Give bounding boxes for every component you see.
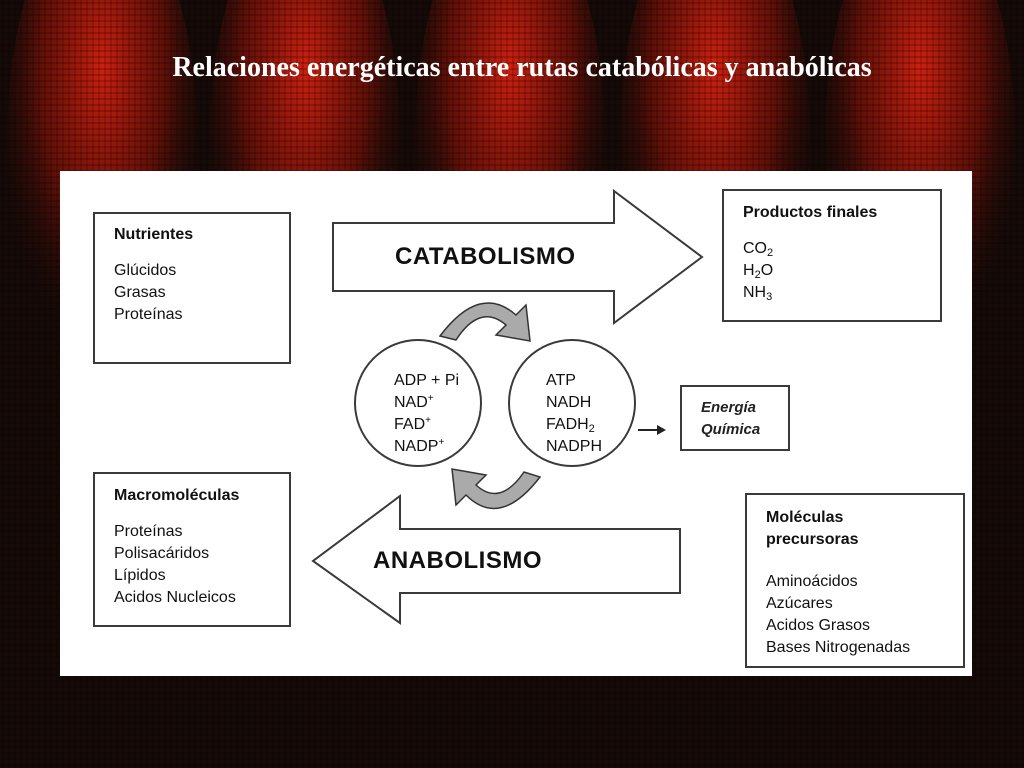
nutrients-list	[114, 260, 289, 326]
list-item: ATP	[546, 372, 576, 389]
list-item: NADP+	[394, 437, 445, 455]
list-item: Lípidos	[114, 567, 166, 584]
list-item: $NH_3$	[743, 284, 773, 303]
anabolism-label: ANABOLISMO	[373, 547, 542, 574]
final-products-box	[722, 189, 942, 322]
low-energy-list	[394, 370, 459, 458]
energy-label: Energía Química	[701, 399, 761, 438]
list-item: NADPH	[546, 438, 603, 455]
energy-arrow-head	[657, 425, 666, 435]
final-products-list	[743, 238, 940, 304]
slide-title: Relaciones energéticas entre rutas catabólicas y anabólicas	[172, 52, 872, 83]
list-item: Acidos Grasos	[766, 617, 871, 634]
precursors-title: Moléculas precursoras	[766, 509, 859, 548]
list-item: Grasas	[114, 284, 166, 301]
energy-box	[680, 385, 790, 451]
nutrients-title: Nutrientes	[114, 226, 194, 243]
precursors-box	[745, 493, 965, 668]
diagram-panel	[60, 171, 972, 676]
final-products-title: Productos finales	[743, 204, 878, 221]
list-item: Azúcares	[766, 595, 833, 612]
list-item: Proteínas	[114, 523, 183, 540]
high-energy-list	[546, 370, 602, 458]
list-item: $CO_2$	[743, 240, 774, 259]
list-item: ADP + Pi	[394, 372, 460, 389]
catabolism-label: CATABOLISMO	[395, 243, 576, 270]
nutrients-box	[93, 212, 291, 364]
list-item: NADH	[546, 394, 592, 411]
list-item: Polisacáridos	[114, 545, 210, 562]
macromolecules-title: Macromoléculas	[114, 487, 240, 504]
list-item: Glúcidos	[114, 262, 177, 279]
macromolecules-box	[93, 472, 291, 627]
list-item: $H_2O$	[743, 262, 774, 281]
upper-curved-arrow	[440, 303, 530, 341]
list-item: Proteínas	[114, 306, 183, 323]
lower-curved-arrow	[452, 469, 540, 508]
list-item: Acidos Nucleicos	[114, 589, 236, 606]
list-item: FAD+	[394, 415, 431, 433]
precursors-list	[766, 571, 963, 659]
list-item: Bases Nitrogenadas	[766, 639, 911, 656]
list-item: $FADH_2$	[546, 416, 595, 435]
list-item: Aminoácidos	[766, 573, 858, 590]
list-item: NAD+	[394, 393, 434, 411]
macromolecules-list	[114, 521, 289, 609]
